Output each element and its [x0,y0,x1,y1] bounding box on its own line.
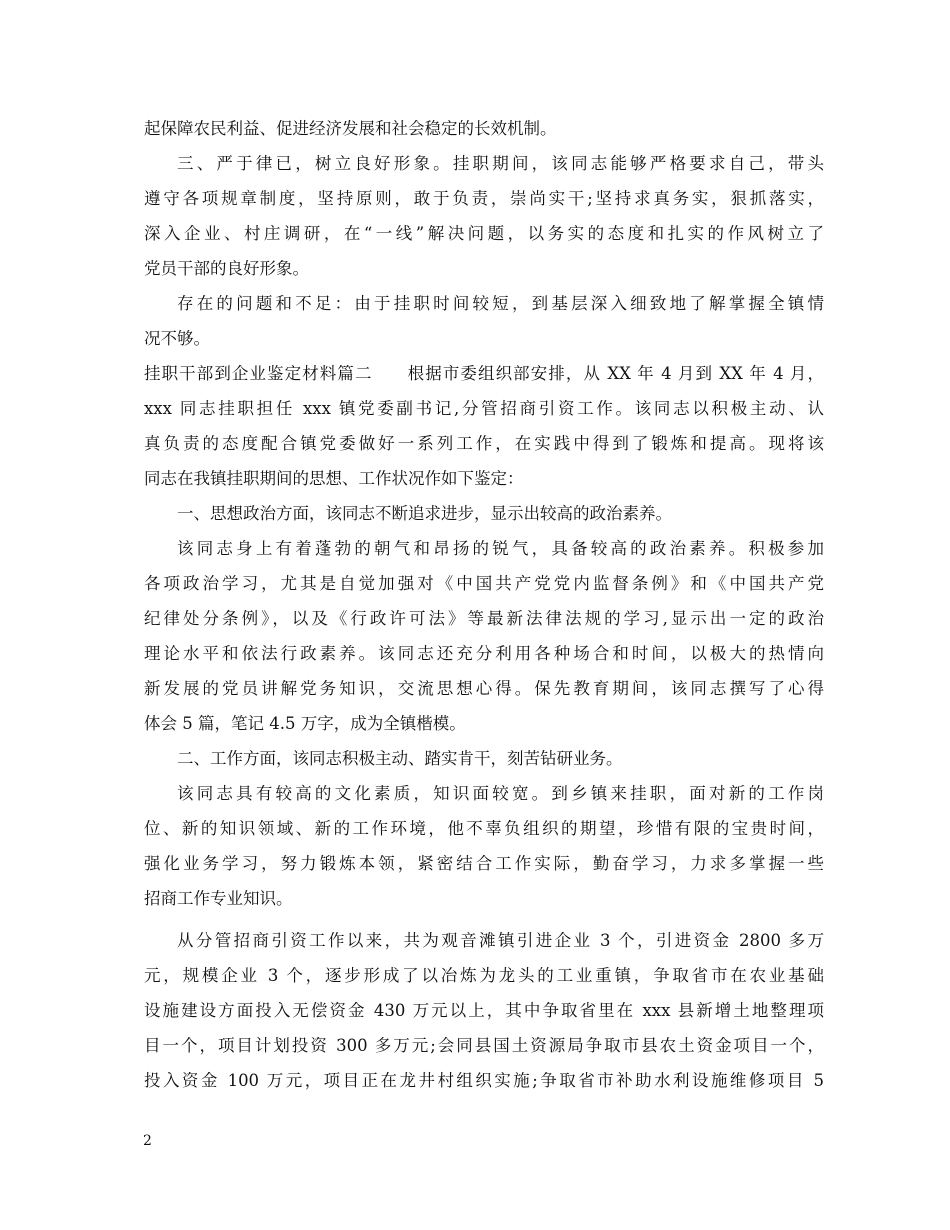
text-line-16: 理论水平和依法行政素养。该同志还充分利用各种场合和时间，以极大的热情向 [144,644,824,663]
text-line-19: 二、工作方面，该同志积极主动、踏实肯干，刻苦钻研业务。 [177,749,623,768]
text-line-10: 真负责的态度配合镇党委做好一系列工作，在实践中得到了锻炼和提高。现将该 [144,434,824,453]
page-number: 2 [143,1133,152,1149]
text-line-17: 新发展的党员讲解党务知识，交流思想心得。保先教育期间，该同志撰写了心得 [144,679,824,698]
text-line-8: 挂职干部到企业鉴定材料篇二 根据市委组织部安排，从 XX 年 4 月到 XX 年 4 月， [144,364,824,383]
text-line-22: 强化业务学习，努力锻炼本领，紧密结合工作实际，勤奋学习，力求多掌握一些 [144,854,824,873]
text-line-1: 起保障农民利益、促进经济发展和社会稳定的长效机制。 [144,119,557,138]
text-line-20: 该同志具有较高的文化素质，知识面较宽。到乡镇来挂职，面对新的工作岗 [177,784,824,803]
text-line-18: 体会 5 篇，笔记 4.5 万字，成为全镇楷模。 [144,714,466,733]
text-line-4: 深入企业、村庄调研，在“一线”解决问题，以务实的态度和扎实的作风树立了 [144,224,824,243]
text-line-9: xxx 同志挂职担任 xxx 镇党委副书记,分管招商引资工作。该同志以积极主动、认 [144,399,824,418]
text-line-14: 各项政治学习，尤其是自觉加强对《中国共产党党内监督条例》和《中国共产党 [144,574,824,593]
text-line-28: 投入资金 100 万元，项目正在龙井村组织实施;争取省市补助水利设施维修项目 5 [144,1071,824,1090]
text-line-26: 设施建设方面投入无偿资金 430 万元以上，其中争取省里在 xxx 县新增土地整理项 [144,1001,824,1020]
text-line-3: 遵守各项规章制度，坚持原则，敢于负责，崇尚实干;坚持求真务实，狠抓落实， [144,189,824,208]
text-line-27: 目一个，项目计划投资 300 多万元;会同县国土资源局争取市县农土资金项目一个， [144,1036,824,1055]
text-line-2: 三、严于律已，树立良好形象。挂职期间，该同志能够严格要求自己，带头 [177,154,824,173]
text-line-12: 一、思想政治方面，该同志不断追求进步，显示出较高的政治素养。 [177,504,672,523]
text-line-23: 招商工作专业知识。 [144,889,293,908]
text-line-13: 该同志身上有着蓬勃的朝气和昂扬的锐气，具备较高的政治素养。积极参加 [177,539,824,558]
text-line-5: 党员干部的良好形象。 [144,259,309,278]
text-line-7: 况不够。 [144,329,210,348]
text-line-21: 位、新的知识领域、新的工作环境，他不辜负组织的期望，珍惜有限的宝贵时间， [144,819,824,838]
text-line-11: 同志在我镇挂职期间的思想、工作状况作如下鉴定： [144,469,524,488]
text-line-6: 存在的问题和不足：由于挂职时间较短，到基层深入细致地了解掌握全镇情 [177,294,824,313]
text-line-24: 从分管招商引资工作以来，共为观音滩镇引进企业 3 个，引进资金 2800 多万 [177,931,824,950]
text-line-15: 纪律处分条例》，以及《行政许可法》等最新法律法规的学习,显示出一定的政治 [144,609,824,628]
text-line-25: 元，规模企业 3 个，逐步形成了以冶炼为龙头的工业重镇，争取省市在农业基础 [144,966,824,985]
